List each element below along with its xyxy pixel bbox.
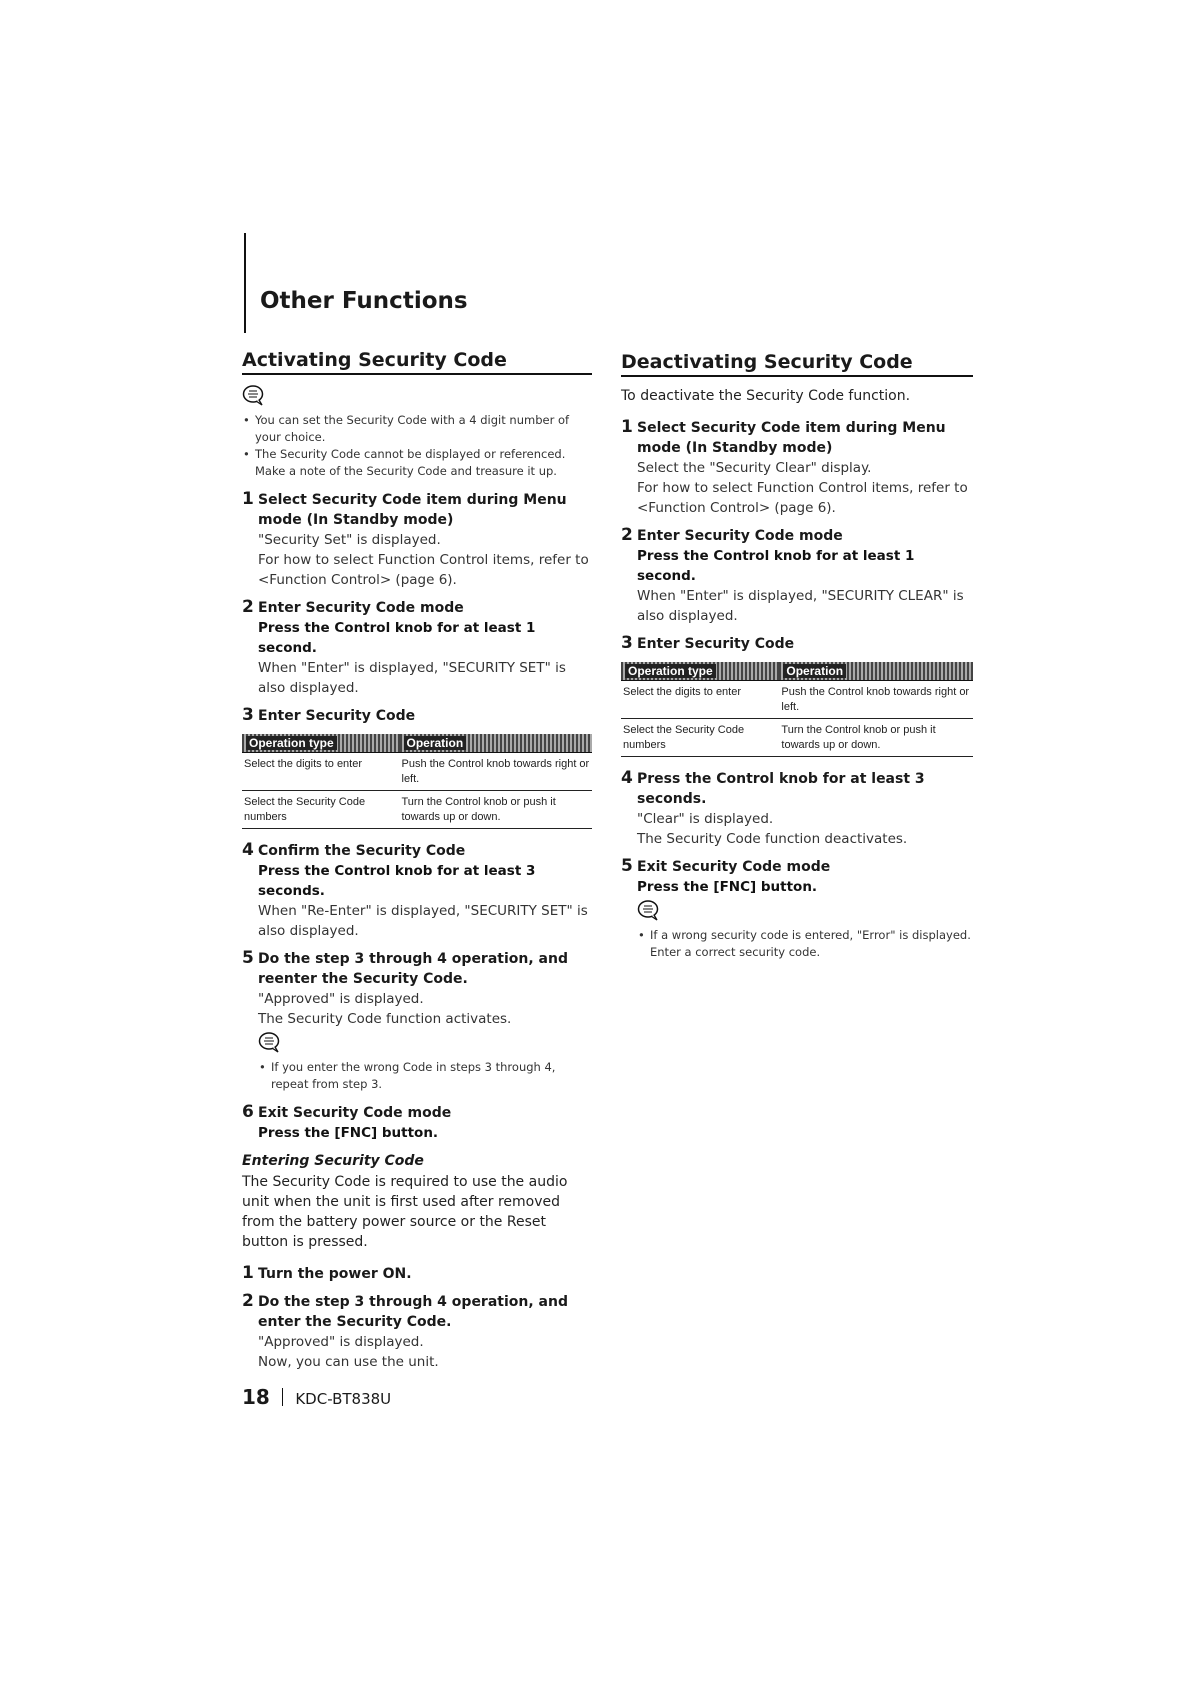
step-title: Enter Security Code mode — [258, 600, 464, 616]
activating-notes — [242, 412, 592, 480]
operation-table — [621, 662, 973, 757]
note-item: • You can set the Security Code with a 4 digit number of your choice. — [242, 412, 592, 446]
page-number: 18 — [242, 1385, 270, 1409]
step-action: Press the Control knob for at least 3 seconds. — [258, 863, 536, 899]
deactivating-intro: To deactivate the Security Code function. — [621, 388, 911, 404]
page-title: Other Functions — [260, 288, 468, 314]
step-number: 3 — [621, 633, 633, 653]
note-icon — [242, 384, 266, 406]
entering-step-2 — [242, 1292, 592, 1372]
step-text: When "Enter" is displayed, "SECURITY CLEAR" is also displayed. — [637, 588, 964, 624]
step-text: The Security Code function activates. — [258, 1011, 512, 1027]
step-number: 5 — [242, 948, 254, 968]
step-action: Press the Control knob for at least 1 second. — [258, 620, 536, 656]
step-title: Exit Security Code mode — [637, 859, 831, 875]
entering-heading: Entering Security Code — [242, 1153, 424, 1169]
step-6 — [242, 1103, 592, 1143]
step-note — [258, 1059, 592, 1093]
note-item: • The Security Code cannot be displayed or referenced. Make a note of the Security Code and treasure it up. — [242, 446, 592, 480]
table-cell: Push the Control knob towards right or left. — [400, 753, 593, 791]
step-action: Press the [FNC] button. — [637, 879, 818, 895]
step-3 — [242, 706, 592, 726]
step-text: Now, you can use the unit. — [258, 1354, 439, 1370]
table-cell: Select the digits to enter — [621, 681, 779, 719]
table-row — [242, 791, 592, 829]
step-note — [637, 927, 973, 961]
table-header: Operation — [779, 662, 973, 681]
step-text: "Clear" is displayed. — [637, 811, 774, 827]
step-text: When "Enter" is displayed, "SECURITY SET" is also displayed. — [258, 660, 566, 696]
note-item: • If a wrong security code is entered, "Error" is displayed. Enter a correct security code. — [637, 927, 973, 961]
step-title: Enter Security Code mode — [637, 528, 843, 544]
table-cell: Turn the Control knob or push it towards up or down. — [400, 791, 593, 829]
table-cell: Select the digits to enter — [242, 753, 400, 791]
step-text: The Security Code function deactivates. — [637, 831, 908, 847]
step-number: 4 — [621, 768, 633, 788]
table-header: Operation type — [621, 662, 779, 681]
step-text: "Approved" is displayed. — [258, 991, 424, 1007]
table-row — [242, 753, 592, 791]
step-number: 2 — [242, 597, 254, 617]
step-number: 4 — [242, 840, 254, 860]
step-text: "Approved" is displayed. — [258, 1334, 424, 1350]
table-cell: Turn the Control knob or push it towards up or down. — [779, 719, 973, 757]
table-header: Operation type — [242, 734, 400, 753]
step-number: 1 — [242, 489, 254, 509]
footer-divider — [282, 1388, 284, 1406]
note-icon — [637, 899, 661, 921]
step-number: 1 — [242, 1263, 254, 1283]
page-footer — [242, 1385, 391, 1409]
step-number: 5 — [621, 856, 633, 876]
table-cell: Push the Control knob towards right or left. — [779, 681, 973, 719]
step-5 — [621, 857, 973, 961]
table-header: Operation — [400, 734, 593, 753]
step-5 — [242, 949, 592, 1093]
step-action: Press the Control knob for at least 1 second. — [637, 548, 915, 584]
step-4 — [242, 841, 592, 941]
step-text: "Security Set" is displayed. — [258, 532, 441, 548]
table-row — [621, 681, 973, 719]
step-number: 6 — [242, 1102, 254, 1122]
step-number: 2 — [242, 1291, 254, 1311]
title-rule — [244, 233, 246, 333]
entering-step-1 — [242, 1264, 592, 1284]
step-title: Select Security Code item during Menu mode (In Standby mode) — [637, 420, 946, 456]
activating-heading: Activating Security Code — [242, 349, 592, 375]
table-cell: Select the Security Code numbers — [242, 791, 400, 829]
step-number: 3 — [242, 705, 254, 725]
step-title: Do the step 3 through 4 operation, and reenter the Security Code. — [258, 951, 568, 987]
operation-table — [242, 734, 592, 829]
step-title: Enter Security Code — [637, 636, 795, 652]
step-text: Select the "Security Clear" display. — [637, 460, 872, 476]
right-column — [621, 351, 973, 971]
step-title: Turn the power ON. — [258, 1266, 412, 1282]
step-text: When "Re-Enter" is displayed, "SECURITY SET" is also displayed. — [258, 903, 588, 939]
entering-paragraph: The Security Code is required to use the audio unit when the unit is first used after removed from the battery power source or the Reset button is pressed. — [242, 1174, 568, 1250]
step-1 — [621, 418, 973, 518]
table-row — [621, 719, 973, 757]
step-title: Select Security Code item during Menu mode (In Standby mode) — [258, 492, 567, 528]
step-title: Confirm the Security Code — [258, 843, 466, 859]
step-title: Enter Security Code — [258, 708, 416, 724]
note-item: • If you enter the wrong Code in steps 3 through 4, repeat from step 3. — [258, 1059, 592, 1093]
step-2 — [242, 598, 592, 698]
deactivating-heading: Deactivating Security Code — [621, 351, 973, 377]
step-number: 1 — [621, 417, 633, 437]
model-name: KDC-BT838U — [295, 1390, 392, 1408]
step-title: Exit Security Code mode — [258, 1105, 452, 1121]
note-icon — [258, 1031, 282, 1053]
step-action: Press the [FNC] button. — [258, 1125, 439, 1141]
step-text: For how to select Function Control items, refer to <Function Control> (page 6). — [258, 552, 589, 588]
step-2 — [621, 526, 973, 626]
table-cell: Select the Security Code numbers — [621, 719, 779, 757]
step-title: Press the Control knob for at least 3 seconds. — [637, 771, 925, 807]
step-4 — [621, 769, 973, 849]
step-text: For how to select Function Control items, refer to <Function Control> (page 6). — [637, 480, 968, 516]
step-number: 2 — [621, 525, 633, 545]
step-title: Do the step 3 through 4 operation, and enter the Security Code. — [258, 1294, 568, 1330]
step-3 — [621, 634, 973, 654]
step-1 — [242, 490, 592, 590]
left-column — [242, 349, 592, 1380]
